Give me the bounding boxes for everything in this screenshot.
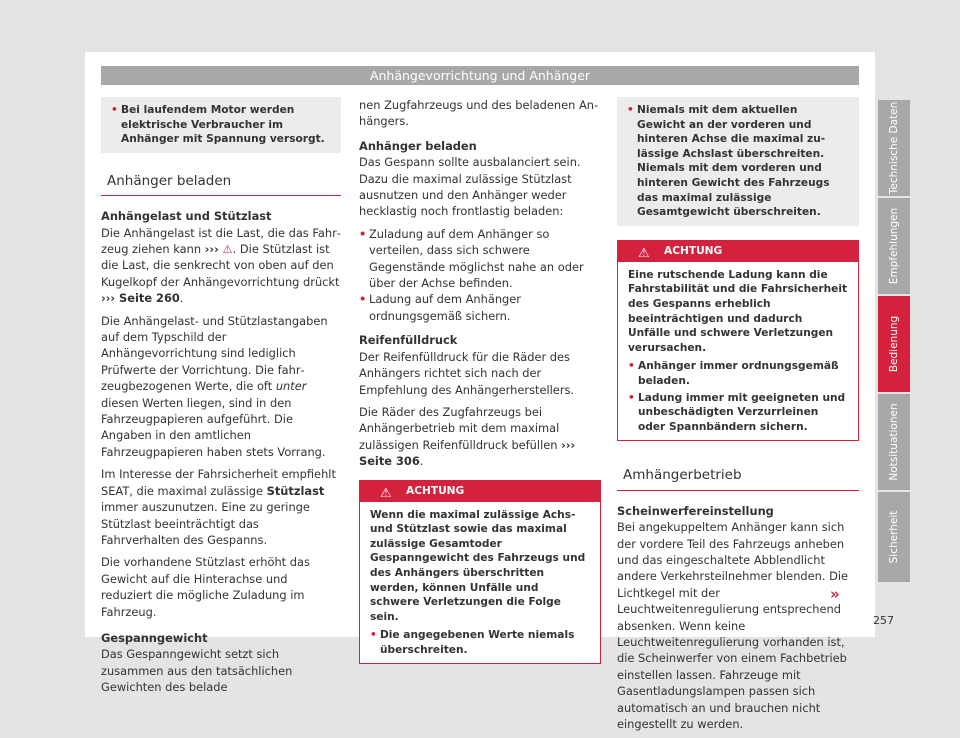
- tab-technische-daten[interactable]: Technische Daten: [878, 100, 910, 196]
- page-header: Anhängevorrichtung und Anhänger: [101, 66, 859, 85]
- warning-box-1: [359, 480, 601, 665]
- paragraph-raeder: Die Räder des Zugfahrzeugs bei Anhängerbetrieb mit dem maximal zulässigen Reifenfülldruck befüllen ››› Seite 306.: [359, 404, 576, 469]
- bullet-ladung-sichern: • Ladung auf dem Anhänger ordnungsgemäß sichern.: [359, 291, 601, 324]
- warning-triangle-icon: ⚠: [222, 242, 233, 256]
- crossref-seite-306[interactable]: ››› Seite 306: [359, 437, 576, 469]
- paragraph-gespann: Das Gespann sollte ausbalanciert sein. Dazu die maximal zulässige Stützlast ausnutzen und den Anhänger weder hecklastig noch frontlastig beladen:: [359, 155, 581, 219]
- paragraph-hinterachse: Die vorhandene Stützlast erhöht das Gewicht auf die Hinterachse und reduziert die mögliche Zuladung im Fahrzeug.: [101, 555, 310, 619]
- column-3: [617, 97, 859, 738]
- subheading-scheinwerfereinstellung: Scheinwerfereinstellung: [617, 503, 774, 518]
- tab-notsituationen[interactable]: Notsituationen: [878, 394, 910, 490]
- paragraph-gespanngewicht: Das Gespanngewicht setzt sich zusammen aus den tatsächlichen Gewichten des belade: [101, 647, 293, 695]
- crossref-seite-260[interactable]: ››› Seite 260: [101, 291, 180, 306]
- warning-triangle-icon: ⚠: [380, 485, 392, 501]
- tab-empfehlungen[interactable]: Empfehlungen: [878, 198, 910, 294]
- subheading-gespanngewicht: Gespanngewicht: [101, 630, 208, 645]
- subheading-anhaengelast: Anhängelast und Stützlast: [101, 209, 272, 224]
- paragraph-reifenfuelldruck: Der Reifenfülldruck für die Räder des Anhängers richtet sich nach der Empfehlung des Anhängerherstellers.: [359, 349, 575, 397]
- info-note-text: • Bei laufendem Motor werden elektrische Verbraucher im Anhänger mit Spannung versorgt.: [111, 103, 331, 147]
- column-2: [359, 97, 601, 664]
- paragraph-anhaengelast: Die Anhängelast ist die Last, die das Fahrzeug ziehen kann ››› ⚠. Die Stützlast ist die Last, die senkrecht von oben auf den Kugelkopf der Anhängevorrichtung drückt ››› Seite 260.: [101, 225, 341, 306]
- warning-body: Eine rutschende Ladung kann die Fahrstabilität und die Fahrsicherheit des Gespanns erheblich beeinträchtigen und dadurch Unfälle und schwere Verletzungen verursachen. • Anhänger immer ordnungsgemäß beladen. • Ladung immer mit geeigneten und unbeschädigten Verzurrleinen oder Spannbändern sichern.: [618, 262, 858, 441]
- subheading-reifenfuelldruck: Reifenfülldruck: [359, 333, 458, 348]
- warning-body: Wenn die maximal zulässige Achs- und Stützlast sowie das maximal zulässige Gesamtoder Gespanngewicht des Fahrzeugs und des Anhängers überschritten werden, können Unfälle und schwere Verletzungen die Folge sein. • Die angegebenen Werte niemals überschreiten.: [360, 502, 600, 664]
- warning-continuation: • Niemals mit dem aktuellen Gewicht an der vorderen und hinteren Achse die maximal zulässige Achslast überschreiten. Niemals mit dem vorderen und hinteren Gewicht des Fahrzeugs das maximal zulässige Gesamtgewicht überschreiten.: [617, 97, 859, 226]
- tab-bedienung[interactable]: Bedienung: [878, 296, 910, 392]
- subheading-anhaenger-beladen: Anhänger beladen: [359, 138, 477, 153]
- warning-box-2: [617, 240, 859, 442]
- warning-triangle-icon: ⚠: [638, 245, 650, 261]
- paragraph-fahrsicherheit: Im Interesse der Fahrsicherheit empfiehlt SEAT, die maximal zulässige Stützlast immer auszunutzen. Eine zu geringe Stützlast beeinträchtigt das Fahrverhalten des Gespanns.: [101, 467, 336, 547]
- paragraph-scheinwerfer: Bei angekuppeltem Anhänger kann sich der vordere Teil des Fahrzeugs anheben und das eingeschaltete Abblendlicht andere Verkehrsteilnehmer blenden. Die Lichtkegel mit der Leuchtweitenregulierung entsprechend absenken. Wenn keine Leuchtweitenregulierung vorhanden ist, die Scheinwerfer von einem Fachbetrieb einstellen lassen. Fahrzeuge mit Gasentladungslampen passen sich automatisch an und brauchen nicht eingestellt zu werden.: [617, 520, 849, 731]
- section-heading-anhaengerbetrieb: Amhängerbetrieb: [617, 467, 859, 490]
- warning-header: ⚠ ACHTUNG: [360, 481, 600, 502]
- info-note: [101, 97, 341, 153]
- paragraph-typschild: Die Anhängelast- und Stützlastangaben auf dem Typschild der Anhängevorrichtung sind lediglich Prüfwerte der Vorrichtung. Die fahrzeugbezogenen Werte, die oft unter diesen Werten liegen, sind in den Fahrzeugpapieren aufgeführt. Die Angaben in den amtlichen Fahrzeugpapieren haben stets Vorrang.: [101, 313, 328, 459]
- column-1: [101, 97, 341, 702]
- bullet-zuladung: • Zuladung auf dem Anhänger so verteilen, dass sich schwere Gegenstände möglichst nahe an oder über der Achse befinden.: [359, 226, 601, 292]
- crossref-link[interactable]: ›››: [204, 242, 219, 256]
- continue-arrow-icon: »: [830, 585, 840, 603]
- tab-sicherheit[interactable]: Sicherheit: [878, 492, 910, 582]
- page-number: 257: [873, 614, 894, 627]
- section-heading-anhaenger-beladen: Anhänger beladen: [101, 173, 341, 196]
- warning-header: ⚠ ACHTUNG: [618, 241, 858, 262]
- paragraph-anhaenger-cont: nen Zugfahrzeugs und des beladenen Anhängers.: [359, 98, 599, 129]
